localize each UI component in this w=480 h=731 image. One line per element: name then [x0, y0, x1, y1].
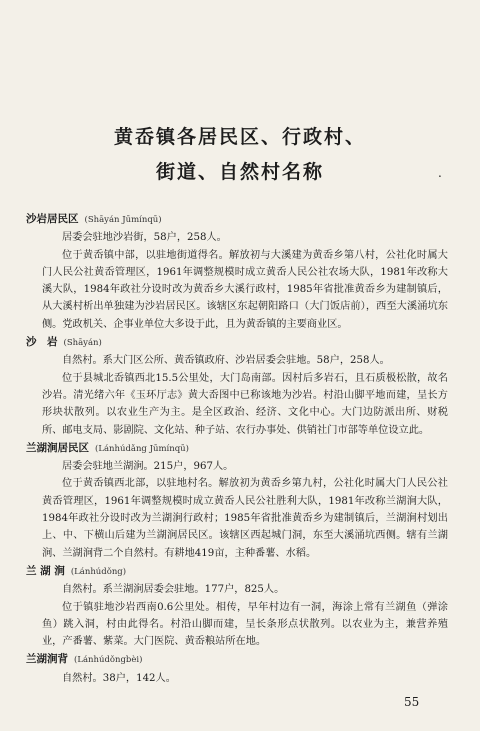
page-title-line-2: 街道、自然村名称: [155, 161, 324, 183]
entry-lanhujian-district: [26, 440, 448, 562]
page-number: 55: [404, 695, 420, 709]
entry-pinyin: (Lánhúdǒngbèi): [74, 655, 143, 666]
entry-lanhujian-village: [26, 563, 448, 650]
entry-pinyin: (Lánhúdǒng): [70, 566, 127, 577]
entry-lanhujianbei-village: [26, 651, 448, 687]
entry-summary: 居委会驻地兰湖涧。215户，967人。: [62, 461, 234, 473]
entry-name: 兰湖涧背: [26, 653, 68, 666]
stray-dot: .: [438, 166, 442, 180]
entry-summary: 自然村。38户，142人。: [62, 672, 176, 684]
entry-name: 沙 岩: [26, 336, 58, 349]
entry-list: [26, 210, 448, 687]
entry-name: 兰湖涧居民区: [26, 441, 89, 454]
entry-pinyin: (Shāyán): [63, 338, 102, 349]
entry-description: 位于黄岙镇中部，以驻地街道得名。解放初与大溪建为黄岙乡第八村，公社化时属大门人民公社黄岙管理区，1961年调整规模时成立黄岙人民公社农场大队，1981年改称大溪大队，1984年政社分设时改为黄岙乡大溪行政村，1985年省批准黄岙乡为建制镇后，从大溪村析出单独建为沙岩居民区。该辖区东起朝阳路口（大门饭店前），西至大溪涌坑东侧。党政机关、企事业单位大多设于此，且为黄岙镇的主要商业区。: [42, 249, 448, 330]
bleed-through-text: [30, 46, 460, 116]
entry-description: 位于县城北岙镇西北15.5公里处，大门岛南部。因村后多岩石，且石质极松散，故名沙岩。清光绪六年《玉环厅志》黄大岙图中已称该地为沙岩。村沿山脚平地而建，呈长方形块状散列。以农业生产为主。是全区政治、经济、文化中心。大门边防派出所、财税所、邮电支局、影剧院、文化站、种子站、农行办事处、供销社门市部等单位设立此。: [42, 372, 448, 436]
entry-pinyin: (Shāyán Jūmínqū): [84, 215, 162, 225]
entry-name: 兰 湖 涧: [26, 564, 65, 577]
entry-name: 沙岩居民区: [26, 213, 79, 225]
entry-summary: 自然村。系兰湖涧居委会驻地。177户，825人。: [62, 584, 285, 596]
entry-summary: 自然村。系大门区公所、黄岙镇政府、沙岩居委会驻地。58户，258人。: [62, 355, 390, 367]
entry-shayan-village: [26, 334, 448, 439]
entry-pinyin: (Lánhúdǎng Jūmínqū): [95, 443, 189, 454]
page-title-line-1: 黄岙镇各居民区、行政村、: [113, 126, 366, 148]
entry-summary: 居委会驻地沙岩街，58户，258人。: [62, 232, 227, 244]
entry-description: 位于黄岙镇西北部，以驻地村名。解放初为黄岙乡第九村，公社化时属大门人民公社黄岙管理区，1961年调整规模时成立黄岙人民公社胜利大队，1981年改称兰湖涧大队，1984年政社分设时改为兰湖涧行政村；1985年省批准黄岙乡为建制镇后，兰湖涧村划出上、中、下横山后建为兰湖涧居民区。该辖区西起城门洞，东至大溪涌坑西侧。辖有兰湖涧、兰湖涧背二个自然村。有耕地419亩，主种番薯、水稻。: [42, 478, 448, 559]
entry-description: 位于镇驻地沙岩西南0.6公里处。相传，早年村边有一洞，海涂上常有兰湖鱼（弹涂鱼）跳入洞，村由此得名。村沿山脚而建，呈长条形点状散列。以农业为主，兼营养殖业，产番薯、紫菜。大门医院、黄岙粮站所在地。: [42, 601, 448, 648]
entry-shayan-district: [26, 211, 448, 333]
